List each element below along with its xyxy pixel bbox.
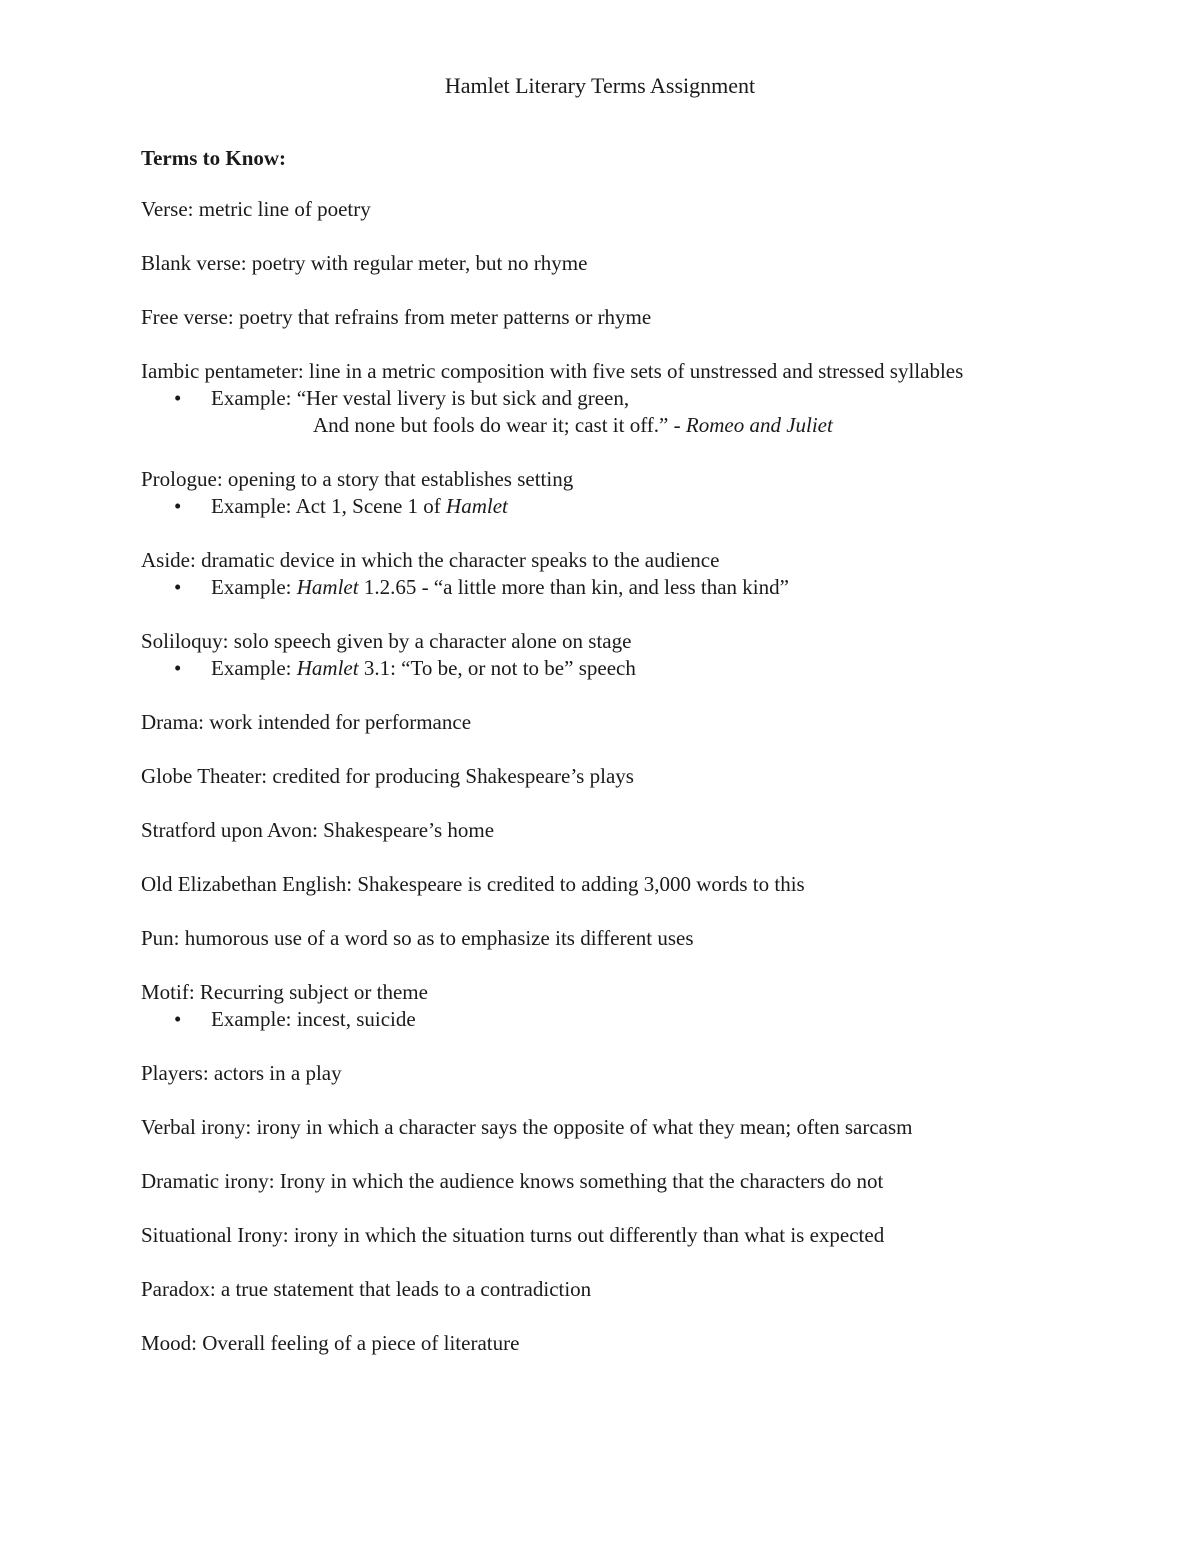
term-drama xyxy=(141,709,1041,736)
example-item xyxy=(141,574,1041,601)
term-definition: Stratford upon Avon: Shakespeare’s home xyxy=(141,818,495,842)
term-definition: Blank verse: poetry with regular meter, but no rhyme xyxy=(141,251,588,275)
term-paradox xyxy=(141,1276,1041,1303)
example-work-title: Romeo and Juliet xyxy=(685,413,833,437)
example-text: 3.1: “To be, or not to be” speech xyxy=(358,656,636,680)
term-definition: Free verse: poetry that refrains from meter patterns or rhyme xyxy=(141,305,652,329)
example-work-title: Hamlet xyxy=(296,575,359,599)
example-item xyxy=(141,1006,1041,1033)
term-aside xyxy=(141,547,1041,601)
term-definition: Verse: metric line of poetry xyxy=(141,197,371,221)
term-dramatic-irony xyxy=(141,1168,1041,1195)
bullet-icon: • xyxy=(174,494,182,518)
term-definition: Globe Theater: credited for producing Shakespeare’s plays xyxy=(141,764,634,788)
example-text: 1.2.65 - “a little more than kin, and less than kind” xyxy=(358,575,789,599)
bullet-icon: • xyxy=(174,575,182,599)
term-situational-irony xyxy=(141,1222,1041,1249)
term-motif xyxy=(141,979,1041,1033)
term-definition: Verbal irony: irony in which a character says the opposite of what they mean; often sarcasm xyxy=(141,1115,913,1139)
section-heading: Terms to Know: xyxy=(141,146,287,170)
term-globe-theater xyxy=(141,763,1041,790)
example-text: Example: incest, suicide xyxy=(211,1007,416,1031)
example-work-title: Hamlet xyxy=(296,656,359,680)
term-definition: Paradox: a true statement that leads to a contradiction xyxy=(141,1277,592,1301)
example-item xyxy=(141,655,1041,682)
term-stratford-upon-avon xyxy=(141,817,1041,844)
example-item xyxy=(141,385,1041,412)
bullet-icon: • xyxy=(174,656,182,680)
term-verse xyxy=(141,196,1041,223)
term-definition: Soliloquy: solo speech given by a character alone on stage xyxy=(141,629,632,653)
term-mood xyxy=(141,1330,1041,1357)
term-definition: Mood: Overall feeling of a piece of literature xyxy=(141,1331,520,1355)
term-definition: Prologue: opening to a story that establishes setting xyxy=(141,467,574,491)
term-free-verse xyxy=(141,304,1041,331)
term-definition: Dramatic irony: Irony in which the audience knows something that the characters do not xyxy=(141,1169,884,1193)
example-text: Example: “Her vestal livery is but sick and green, xyxy=(211,386,630,410)
example-text: Example: xyxy=(211,575,297,599)
term-definition: Old Elizabethan English: Shakespeare is credited to adding 3,000 words to this xyxy=(141,872,805,896)
term-definition: Aside: dramatic device in which the character speaks to the audience xyxy=(141,548,720,572)
example-work-title: Hamlet xyxy=(446,494,508,518)
term-definition: Iambic pentameter: line in a metric composition with five sets of unstressed and stressed syllables xyxy=(141,359,964,383)
term-pun xyxy=(141,925,1041,952)
term-definition: Situational Irony: irony in which the situation turns out differently than what is expected xyxy=(141,1223,885,1247)
example-text: Example: Act 1, Scene 1 of xyxy=(211,494,447,518)
term-blank-verse xyxy=(141,250,1041,277)
term-definition: Pun: humorous use of a word so as to emphasize its different uses xyxy=(141,926,694,950)
example-text: And none but fools do wear it; cast it off.” - xyxy=(313,413,686,437)
example-item xyxy=(141,493,1041,520)
term-old-elizabethan-english xyxy=(141,871,1041,898)
example-continuation xyxy=(141,412,1041,439)
term-definition: Motif: Recurring subject or theme xyxy=(141,980,428,1004)
document-title: Hamlet Literary Terms Assignment xyxy=(444,73,756,98)
term-definition: Drama: work intended for performance xyxy=(141,710,472,734)
bullet-icon: • xyxy=(174,1007,182,1031)
bullet-icon: • xyxy=(174,386,182,410)
term-players xyxy=(141,1060,1041,1087)
term-definition: Players: actors in a play xyxy=(141,1061,342,1085)
term-prologue xyxy=(141,466,1041,520)
term-iambic-pentameter xyxy=(141,358,1041,439)
term-verbal-irony xyxy=(141,1114,1041,1141)
term-soliloquy xyxy=(141,628,1041,682)
example-text: Example: xyxy=(211,656,297,680)
terms-list xyxy=(141,196,1041,1384)
